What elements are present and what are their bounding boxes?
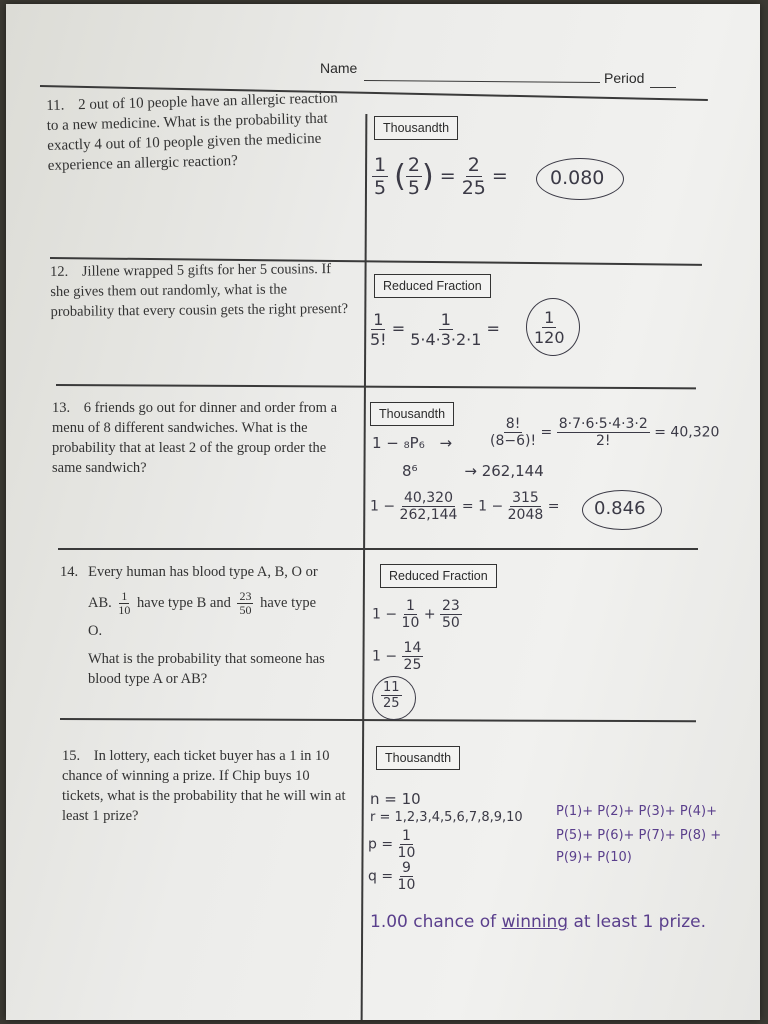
answer-14: $\frac{11}{25}$ (383, 680, 400, 711)
problem-14: 14. Every human has blood type A, B, O or AB. $\frac{1}{10}$ have type B and $\frac{23}{50}$ have type O. What is the probability that someone has blood type A or AB? (60, 564, 325, 687)
problem-11-text: 2 out of 10 people have an allergic reaction to a new medicine. What is the probability that exactly 4 out of 10 people given the medicine experience an allergic reaction? (46, 90, 338, 174)
answer-format-box-15: Thousandth (376, 746, 460, 770)
divider-13-14 (58, 548, 698, 550)
conclusion-15: 1.00 chance of winning at least 1 prize. (370, 912, 706, 932)
work-15-sum-3: P(9)+ P(10) (556, 850, 632, 865)
problem-15-text: In lottery, each ticket buyer has a 1 in 10 chance of winning a prize. If Chip buys 10 tickets, what is the probability that he will win at least 1 prize? (62, 748, 346, 824)
work-15-q: q = $\frac{9}{10}$ (368, 860, 416, 893)
answer-format-box-11: Thousandth (374, 116, 458, 140)
answer-13: 0.846 (594, 498, 646, 519)
answer-format-box-12: Reduced Fraction (374, 274, 491, 298)
problem-13: 13. 6 friends go out for dinner and order from a menu of 8 different sandwiches. What is the probability that at least 2 of the group order the same sandwich? (52, 400, 338, 476)
name-line (364, 80, 600, 83)
work-14-line2: 1 − $\frac{14}{25}$ (372, 640, 422, 673)
worksheet-page (6, 4, 760, 1020)
problem-15: 15. In lottery, each ticket buyer has a 1 in 10 chance of winning a prize. If Chip buys 10 tickets, what is the probability that he will win at least 1 prize? (62, 748, 346, 824)
problem-12-text: Jillene wrapped 5 gifts for her 5 cousins. If she gives them out randomly, what is the probability that every cousin gets the right present? (50, 261, 349, 320)
center-divider (361, 114, 367, 1020)
work-15-n: n = 10 (370, 790, 421, 808)
problem-13-text: 6 friends go out for dinner and order from a menu of 8 different sandwiches. What is the probability that at least 2 of the group order the same sandwich? (52, 400, 338, 476)
problem-12: 12. Jillene wrapped 5 gifts for her 5 cousins. If she gives them out randomly, what is the probability that every cousin gets the right present? (50, 261, 349, 320)
problem-11: 11. 2 out of 10 people have an allergic reaction to a new medicine. What is the probability that exactly 4 out of 10 people given the medicine experience an allergic reaction? (46, 90, 338, 174)
period-label: Period (604, 70, 645, 86)
work-15-sum-1: P(1)+ P(2)+ P(3)+ P(4)+ (556, 804, 717, 819)
work-12: $\frac{1}{5!}$ = $\frac{1}{5\cdot 4\cdot 3\cdot 2\cdot 1}$ = (370, 310, 500, 349)
work-15-r: r = 1,2,3,4,5,6,7,8,9,10 (370, 810, 523, 825)
answer-format-box-14: Reduced Fraction (380, 564, 497, 588)
answer-format-box-13: Thousandth (370, 402, 454, 426)
answer-11: 0.080 (550, 167, 605, 189)
divider-14-15 (60, 718, 696, 722)
work-11: $\frac{1}{5}$ ( $\frac{2}{5}$ ) = $\frac{2}{25}$ = (374, 154, 508, 199)
divider-12-13 (56, 384, 696, 389)
work-13-line2: 8⁶ → 262,144 (402, 462, 544, 480)
work-13-line3: 1 − $\frac{40,320}{262,144}$ = 1 − $\frac{315}{2048}$ = (370, 490, 560, 523)
work-15-p: p = $\frac{1}{10}$ (368, 828, 416, 861)
work-13-perm: $\frac{8!}{(8-6)!}$ = $\frac{8\cdot 7\cdot 6\cdot 5\cdot 4\cdot 3\cdot 2}{2!}$ = 40,320 (490, 416, 720, 449)
work-14-line1: 1 − $\frac{1}{10}$ + $\frac{23}{50}$ (372, 598, 460, 631)
work-13-line1: 1 − ₈P₆ → (372, 434, 453, 452)
work-15-sum-2: P(5)+ P(6)+ P(7)+ P(8) + (556, 828, 722, 843)
name-label: Name (320, 60, 358, 76)
period-line (650, 87, 676, 88)
answer-12: $\frac{1}{120}$ (534, 308, 565, 347)
